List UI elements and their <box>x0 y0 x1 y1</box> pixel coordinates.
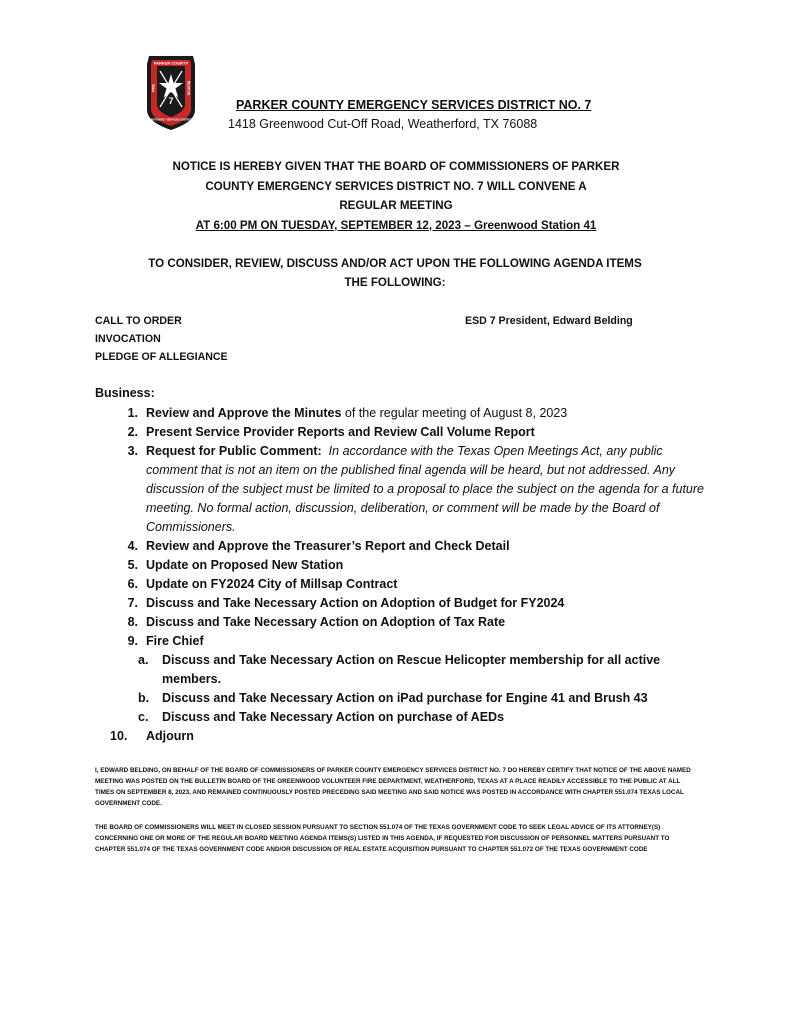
meeting-date-time: AT 6:00 PM ON TUESDAY, SEPTEMBER 12, 2023 – Greenwood Station 41 <box>195 218 597 232</box>
agenda-item-number: 9. <box>127 634 138 648</box>
opening-items <box>95 312 228 366</box>
agenda-item-detail: of the regular meeting of August 8, 2023 <box>341 406 568 420</box>
agenda-item-title: Update on Proposed New Station <box>146 558 344 572</box>
logo-left-text: FIRE <box>151 84 156 92</box>
logo-number: 7 <box>168 96 174 106</box>
agenda-intro-line-2: THE FOLLOWING: <box>344 276 446 289</box>
agenda-item-number: 6. <box>127 577 138 591</box>
agenda-item-title: Review and Approve the Minutes <box>146 406 342 420</box>
logo-bottom-text: EMERGENCY SERVICES DISTRICT <box>149 118 193 122</box>
agenda-sub-item <box>138 651 710 689</box>
posting-certification: I, EDWARD BELDING, ON BEHALF OF THE BOARD OF COMMISSIONERS OF PARKER COUNTY EMERGENCY SERVICES DISTRICT NO. 7 DO HEREBY CERTIFY THAT NOTICE OF THE ABOVE NAMED MEETING WAS POSTED ON THE BULLETIN BOARD OF THE GREENWOOD VOLUNTEER FIRE DEPARTMENT, WEATHERFORD, TEXAS AT A PLACE READILY ACCESSIBLE TO THE PUBLIC AT ALL TIMES ON SEPTEMBER 8, 2023, AND REMAINED CONTINUOUSLY POSTED PRECEDING SAID MEETING AND SAID NOTICE WAS POSTED IN ACCORDANCE WITH CHAPTER 551.074 TEXAS LOCAL GOVERNMENT CODE. <box>95 767 691 807</box>
fire-department-badge-icon <box>143 52 199 132</box>
pledge-of-allegiance: PLEDGE OF ALLEGIANCE <box>95 351 228 363</box>
district-header <box>228 96 591 134</box>
agenda-item-number: 4. <box>127 539 138 553</box>
agenda-item-number: 1. <box>127 406 138 420</box>
agenda-sub-item <box>138 708 710 727</box>
sub-item-letter: c. <box>138 710 149 724</box>
agenda-item <box>110 594 710 613</box>
notice-line-3: REGULAR MEETING <box>339 199 453 212</box>
district-title: PARKER COUNTY EMERGENCY SERVICES DISTRICT NO. 7 <box>236 98 592 112</box>
closed-session-notice: THE BOARD OF COMMISSIONERS WILL MEET IN CLOSED SESSION PURSUANT TO SECTION 551.074 OF THE TEXAS GOVERNMENT CODE TO SEEK LEGAL ADVICE OF ITS ATTORNEY(S) CONCERNING ONE OR MORE OF THE REGULAR BOARD MEETING AGENDA ITEMS(S) LISTED IN THIS AGENDA, IF REQUESTED FOR DISCUSSION OF PERSONNEL MATTERS PURSUANT TO CHAPTER 551.074 OF THE TEXAS GOVERNMENT CODE AND/OR DISCUSSION OF REAL ESTATE ACQUISITION PURSUANT TO CHAPTER 551.072 OF THE TEXAS GOVERNMENT CODE <box>95 824 670 853</box>
agenda-item-title: Present Service Provider Reports and Review Call Volume Report <box>146 425 535 439</box>
agenda-item <box>110 575 710 594</box>
agenda-item-number: 8. <box>127 615 138 629</box>
agenda-intro <box>100 254 690 292</box>
agenda-item-number: 10. <box>110 729 128 743</box>
agenda-item-title: Adjourn <box>146 729 194 743</box>
agenda-sub-item <box>138 689 710 708</box>
agenda-item-title: Request for Public Comment: <box>146 444 322 458</box>
sub-item-text: Discuss and Take Necessary Action on purchase of AEDs <box>162 710 505 724</box>
notice-line-1: NOTICE IS HEREBY GIVEN THAT THE BOARD OF COMMISSIONERS OF PARKER <box>172 160 620 173</box>
agenda-item <box>110 613 710 632</box>
agenda-item <box>110 404 710 423</box>
agenda-item-number: 7. <box>127 596 138 610</box>
agenda-item-title: Discuss and Take Necessary Action on Adoption of Budget for FY2024 <box>146 596 565 610</box>
agenda-item-title: Discuss and Take Necessary Action on Adoption of Tax Rate <box>146 615 506 629</box>
logo-top-text: PARKER COUNTY <box>153 60 189 66</box>
agenda-item-title: Fire Chief <box>146 634 204 648</box>
agenda-item-title: Review and Approve the Treasurer’s Report and Check Detail <box>146 539 510 553</box>
presiding-officer: ESD 7 President, Edward Belding <box>465 315 633 327</box>
public-comment-policy: In accordance with the Texas Open Meetings Act, any public comment that is not an item on the published final agenda will be heard, but not addressed. Any discussion of the subject must be limited to a proposal to place the subject on the agenda for a future meeting. No formal action, discussion, deliberation, or comment will be made by the Board of Commissioners. <box>146 444 704 534</box>
district-address: 1418 Greenwood Cut-Off Road, Weatherford, TX 76088 <box>228 117 538 131</box>
logo-right-text: RESCUE <box>186 80 191 96</box>
agenda-item <box>110 423 710 442</box>
agenda-item-title: Update on FY2024 City of Millsap Contract <box>146 577 398 591</box>
agenda-item-number: 5. <box>127 558 138 572</box>
agenda-item <box>110 442 710 537</box>
agenda-item <box>110 632 710 651</box>
call-to-order: CALL TO ORDER <box>95 315 182 327</box>
notice-line-2: COUNTY EMERGENCY SERVICES DISTRICT NO. 7 WILL CONVENE A <box>205 179 587 193</box>
agenda-item <box>110 537 710 556</box>
business-heading: Business: <box>95 386 155 400</box>
sub-item-text: Discuss and Take Necessary Action on iPad purchase for Engine 41 and Brush 43 <box>162 691 648 705</box>
agenda-item-number: 2. <box>127 425 138 439</box>
invocation: INVOCATION <box>95 333 161 345</box>
agenda-item-adjourn <box>110 727 710 746</box>
meeting-notice <box>120 157 672 235</box>
agenda-item-number: 3. <box>127 444 138 458</box>
sub-item-letter: b. <box>138 691 150 705</box>
agenda-item <box>110 556 710 575</box>
agenda-intro-line-1: TO CONSIDER, REVIEW, DISCUSS AND/OR ACT UPON THE FOLLOWING AGENDA ITEMS <box>148 257 642 270</box>
sub-item-letter: a. <box>138 653 149 667</box>
sub-item-text: Discuss and Take Necessary Action on Rescue Helicopter membership for all active members. <box>162 653 661 686</box>
agenda-list <box>110 404 710 746</box>
